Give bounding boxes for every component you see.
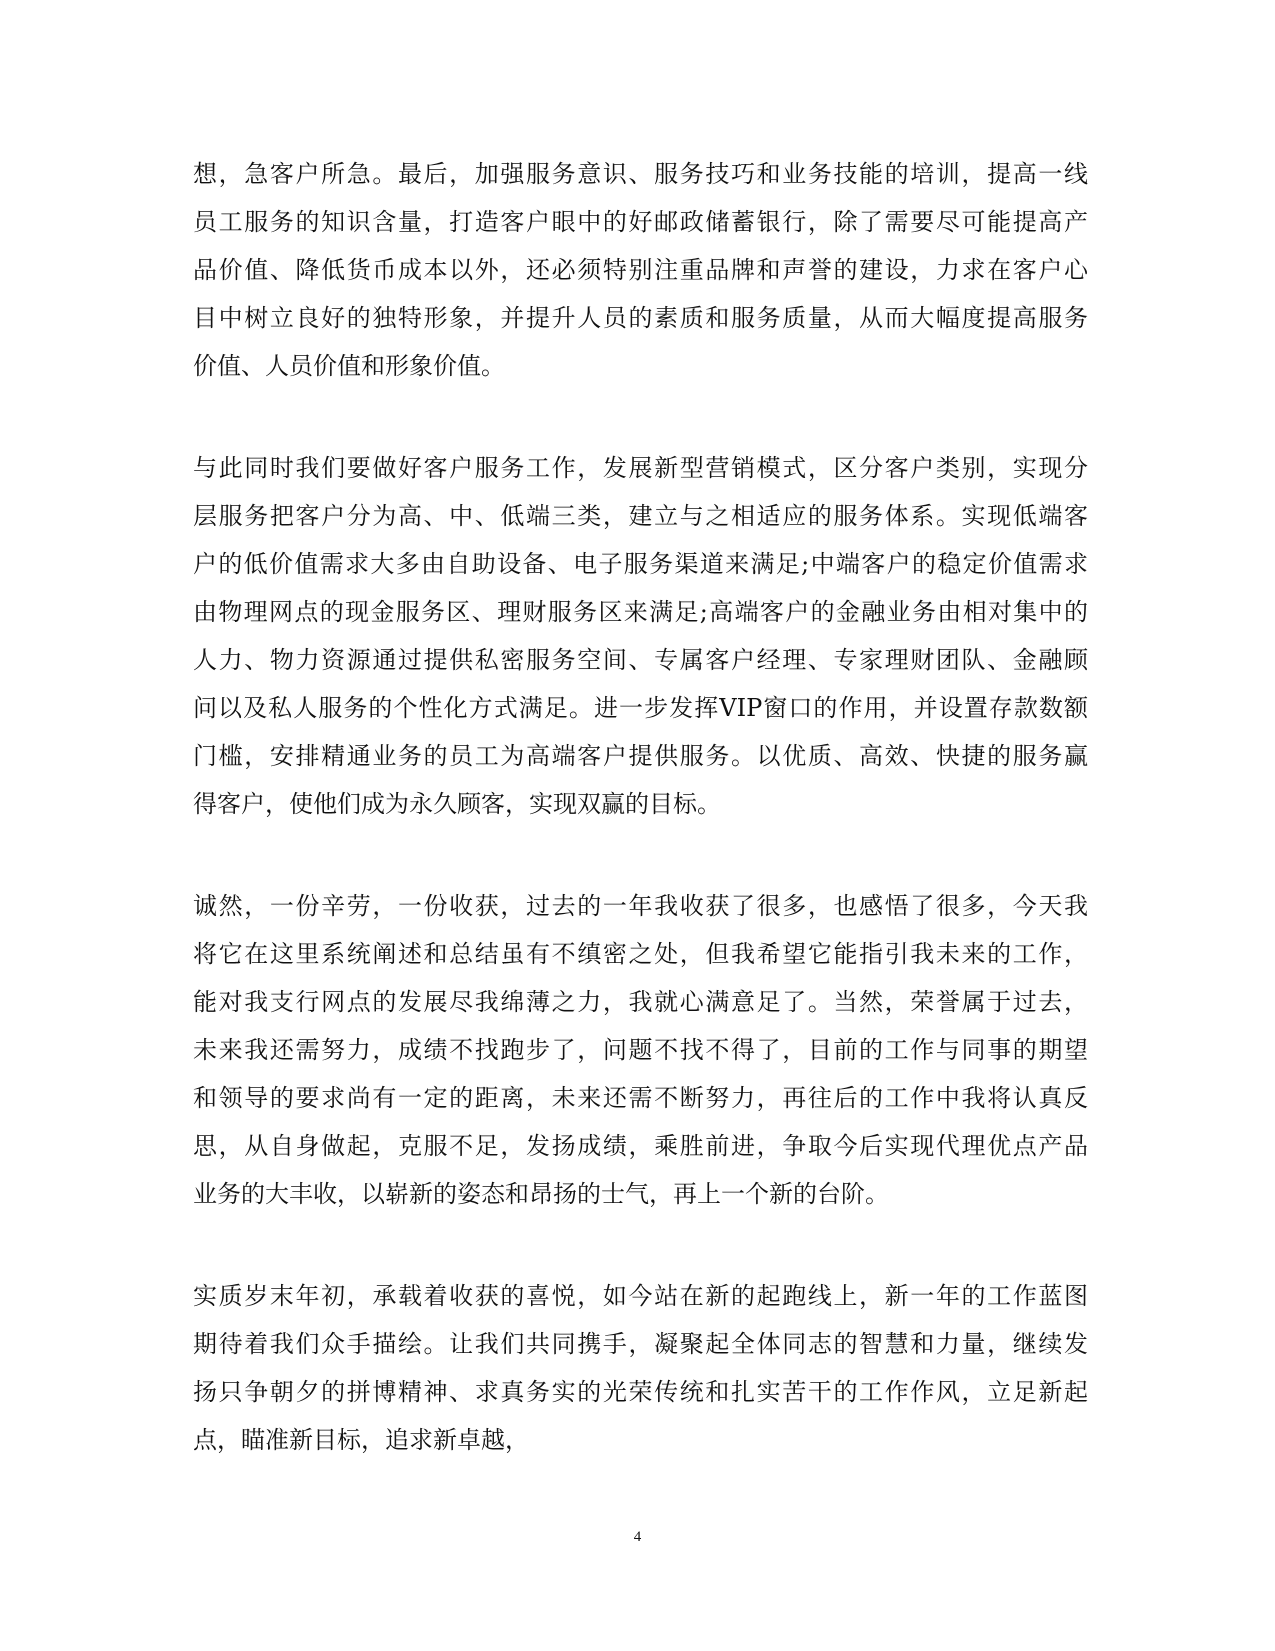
text-line: 户的低价值需求大多由自助设备、电子服务渠道来满足;中端客户的稳定价值需求 [193,550,1088,578]
text-line: 层服务把客户分为高、中、低端三类，建立与之相适应的服务体系。实现低端客 [193,502,1088,530]
text-line: 将它在这里系统阐述和总结虽有不缜密之处，但我希望它能指引我未来的工作， [193,940,1088,968]
text-line: 人力、物力资源通过提供私密服务空间、专属客户经理、专家理财团队、金融顾 [193,646,1088,674]
text-line: 诚然，一份辛劳，一份收获，过去的一年我收获了很多，也感悟了很多，今天我 [193,892,1088,920]
text-line: 点，瞄准新目标，追求新卓越， [193,1426,529,1454]
text-line: 目中树立良好的独特形象，并提升人员的素质和服务质量，从而大幅度提高服务 [193,304,1088,332]
text-line: 品价值、降低货币成本以外，还必须特别注重品牌和声誉的建设，力求在客户心 [193,256,1088,284]
text-line: 价值、人员价值和形象价值。 [193,352,505,380]
paragraph-customer-service [193,444,1088,828]
text-line: 门槛，安排精通业务的员工为高端客户提供服务。以优质、高效、快捷的服务赢 [193,742,1088,770]
text-line: 问以及私人服务的个性化方式满足。进一步发挥VIP窗口的作用，并设置存款数额 [193,694,1088,722]
text-line: 与此同时我们要做好客户服务工作，发展新型营销模式，区分客户类别，实现分 [193,454,1088,482]
text-line: 想，急客户所急。最后，加强服务意识、服务技巧和业务技能的培训，提高一线 [193,160,1088,188]
text-line: 思，从自身做起，克服不足，发扬成绩，乘胜前进，争取今后实现代理优点产品 [193,1132,1088,1160]
text-line: 扬只争朝夕的拼博精神、求真务实的光荣传统和扎实苦干的工作作风，立足新起 [193,1378,1088,1406]
page-number: 4 [633,1529,642,1545]
text-line: 由物理网点的现金服务区、理财服务区来满足;高端客户的金融业务由相对集中的 [193,598,1088,626]
text-line: 业务的大丰收，以崭新的姿态和昂扬的士气，再上一个新的台阶。 [193,1180,889,1208]
paragraph-new-year [193,1272,1088,1464]
text-line: 实质岁末年初，承载着收获的喜悦，如今站在新的起跑线上，新一年的工作蓝图 [193,1282,1088,1310]
paragraph-reflection [193,882,1088,1218]
paragraph-service-training [193,150,1088,390]
text-line: 期待着我们众手描绘。让我们共同携手，凝聚起全体同志的智慧和力量，继续发 [193,1330,1088,1358]
text-line: 得客户，使他们成为永久顾客，实现双赢的目标。 [193,790,721,818]
text-line: 能对我支行网点的发展尽我绵薄之力，我就心满意足了。当然，荣誉属于过去， [193,988,1088,1016]
text-line: 和领导的要求尚有一定的距离，未来还需不断努力，再往后的工作中我将认真反 [193,1084,1088,1112]
text-line: 员工服务的知识含量，打造客户眼中的好邮政储蓄银行，除了需要尽可能提高产 [193,208,1088,236]
text-line: 未来我还需努力，成绩不找跑步了，问题不找不得了，目前的工作与同事的期望 [193,1036,1088,1064]
